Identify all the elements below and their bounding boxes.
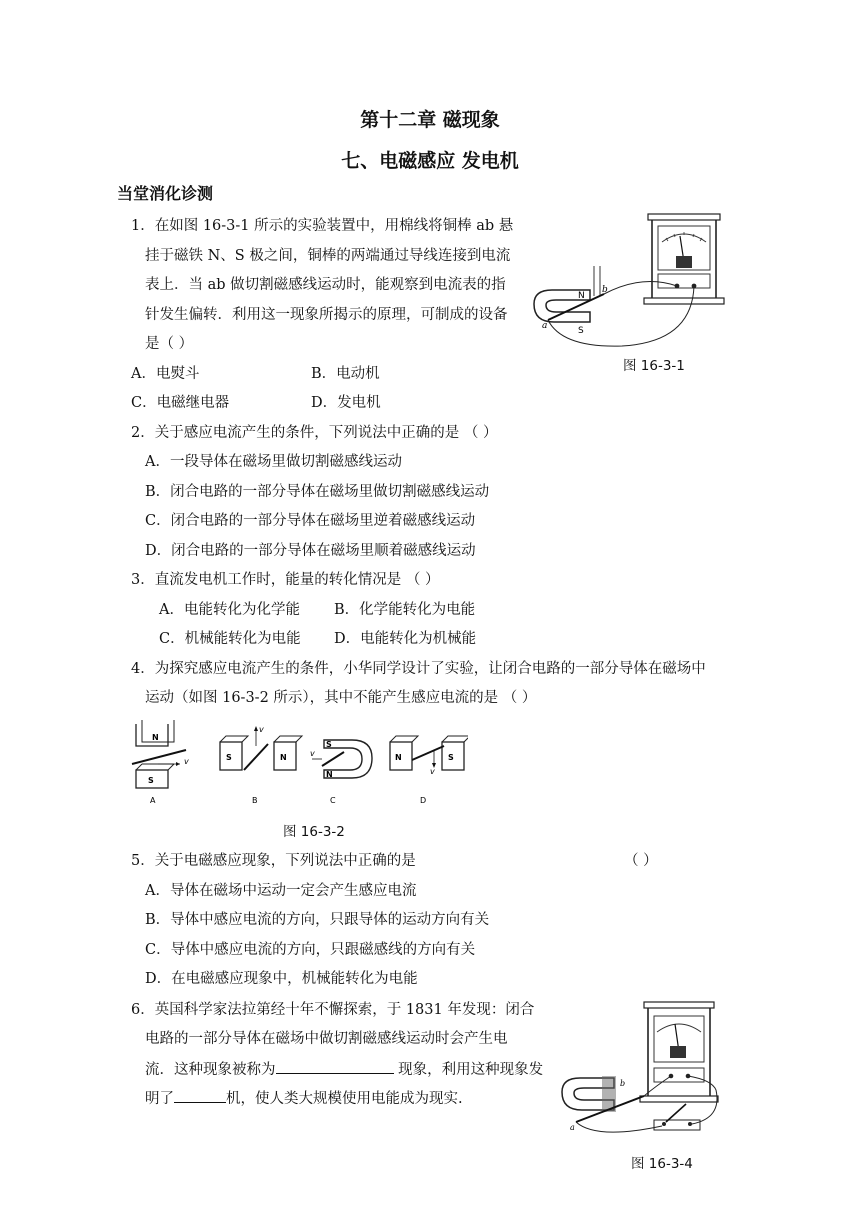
panel-d-letter: D <box>420 796 427 805</box>
panel-a-label-n: N <box>152 733 159 742</box>
q4-line-1: 4．为探究感应电流产生的条件，小华同学设计了实验，让闭合电路的一部分导体在磁场中 <box>131 661 706 677</box>
panel-a-label-v: v <box>184 757 189 766</box>
panel-d-label-n: N <box>395 753 402 762</box>
q6-line-3-text-a: 流．这种现象被称为 <box>145 1062 276 1078</box>
panel-d-label-s: S <box>448 753 454 762</box>
q3-option-a: A．电能转化为化学能 <box>159 602 300 618</box>
q1-fig-label-n: N <box>578 291 585 301</box>
q5-answer-paren: （ ） <box>624 853 658 869</box>
panel-d-diagram <box>390 736 468 805</box>
figure-16-3-2-caption: 图 16-3-2 <box>283 824 345 840</box>
q6-fig-label-a: a <box>570 1123 575 1132</box>
q5-option-d: D．在电磁感应现象中，机械能转化为电能 <box>145 971 418 987</box>
q3-option-d: D．电能转化为机械能 <box>334 631 477 647</box>
q6-line-4-text-b: 机，使人类大规模使用电能成为现实. <box>226 1091 463 1107</box>
q1-line-3: 表上．当 ab 做切割磁感线运动时，能观察到电流表的指 <box>145 277 506 293</box>
figure-16-3-1-caption: 图 16-3-1 <box>623 358 685 374</box>
panel-b-label-s: S <box>226 753 232 762</box>
panel-b-label-v: v <box>259 725 264 734</box>
figure-16-3-2-panels <box>128 716 468 812</box>
q1-line-5: 是（ ） <box>145 336 194 352</box>
q1-line-2: 挂于磁铁 N、S 极之间，铜棒的两端通过导线连接到电流 <box>145 248 511 264</box>
q4-line-2: 运动（如图 16-3-2 所示），其中不能产生感应电流的是 （ ） <box>145 690 537 706</box>
q3-stem: 3．直流发电机工作时，能量的转化情况是 （ ） <box>131 572 440 588</box>
q1-fig-label-b: b <box>602 285 608 295</box>
machine-answer-blank[interactable] <box>174 1088 226 1103</box>
panel-c-label-s: S <box>326 740 332 749</box>
q6-line-4-text-a: 明了 <box>145 1091 174 1107</box>
q1-option-d: D．发电机 <box>311 395 381 411</box>
q6-fig-label-b: b <box>620 1079 626 1088</box>
panel-b-letter: B <box>252 796 258 805</box>
q5-stem: 5．关于电磁感应现象，下列说法中正确的是 <box>131 853 416 869</box>
q2-option-c: C．闭合电路的一部分导体在磁场里逆着磁感线运动 <box>145 513 476 529</box>
panel-a-label-s: S <box>148 776 154 785</box>
q3-option-c: C．机械能转化为电能 <box>159 631 301 647</box>
panel-c-label-v: v <box>310 749 315 758</box>
q1-fig-label-a: a <box>542 321 548 331</box>
q1-fig-label-s: S <box>578 326 584 336</box>
panel-c-diagram <box>310 740 372 805</box>
panel-c-label-n: N <box>326 770 333 779</box>
q5-option-c: C．导体中感应电流的方向，只跟磁感线的方向有关 <box>145 942 476 958</box>
panel-b-label-n: N <box>280 753 287 762</box>
q6-line-1: 6．英国科学家法拉第经十年不懈探索，于 1831 年发现：闭合 <box>131 1002 535 1018</box>
panel-c-letter: C <box>330 796 336 805</box>
phenomenon-answer-blank[interactable] <box>276 1059 394 1074</box>
panel-b-diagram <box>220 725 302 805</box>
q1-option-a: A．电熨斗 <box>131 366 200 382</box>
figure-16-3-4-apparatus <box>556 1000 726 1148</box>
q2-option-a: A．一段导体在磁场里做切割磁感线运动 <box>145 454 402 470</box>
q1-option-b: B．电动机 <box>311 366 380 382</box>
q6-line-3 <box>145 1059 543 1080</box>
q6-line-4 <box>145 1088 463 1109</box>
q5-option-b: B．导体中感应电流的方向，只跟导体的运动方向有关 <box>145 912 490 928</box>
figure-16-3-1-apparatus <box>532 212 732 354</box>
q1-option-c: C．电磁继电器 <box>131 395 230 411</box>
practice-heading: 当堂消化诊测 <box>117 184 214 203</box>
panel-d-label-v: v <box>430 767 435 776</box>
figure-16-3-4-caption: 图 16-3-4 <box>631 1156 693 1172</box>
panel-a-letter: A <box>150 796 156 805</box>
q2-option-d: D．闭合电路的一部分导体在磁场里顺着磁感线运动 <box>145 543 476 559</box>
q2-option-b: B．闭合电路的一部分导体在磁场里做切割磁感线运动 <box>145 484 490 500</box>
q6-line-2: 电路的一部分导体在磁场中做切割磁感线运动时会产生电 <box>145 1031 508 1047</box>
q3-option-b: B．化学能转化为电能 <box>334 602 476 618</box>
section-title: 七、电磁感应 发电机 <box>341 150 519 172</box>
q2-stem: 2．关于感应电流产生的条件，下列说法中正确的是 （ ） <box>131 425 498 441</box>
panel-a-diagram <box>132 720 189 805</box>
q1-line-1: 1．在如图 16-3-1 所示的实验装置中，用棉线将铜棒 ab 悬 <box>131 218 514 234</box>
q5-option-a: A．导体在磁场中运动一定会产生感应电流 <box>145 883 417 899</box>
q6-line-3-text-b: 现象，利用这种现象发 <box>393 1062 544 1078</box>
q1-line-4: 针发生偏转．利用这一现象所揭示的原理，可制成的设备 <box>145 307 508 323</box>
chapter-title: 第十二章 磁现象 <box>360 109 500 131</box>
